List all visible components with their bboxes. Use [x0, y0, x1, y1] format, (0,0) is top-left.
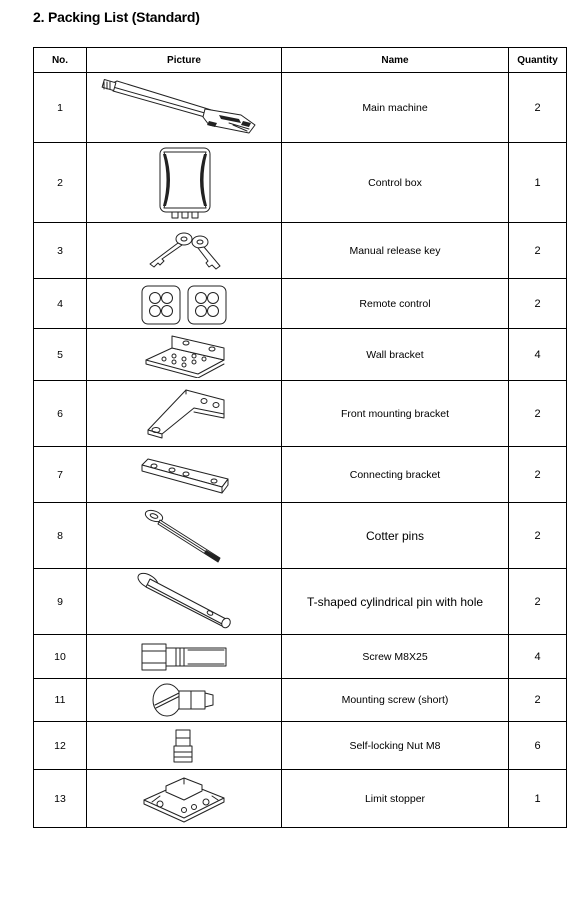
remote-control-icon — [136, 282, 232, 326]
cell-quantity: 2 — [509, 503, 567, 569]
cell-quantity: 1 — [509, 770, 567, 828]
table-row — [34, 503, 567, 569]
cell-no: 11 — [34, 679, 87, 722]
mounting-screw-icon — [147, 681, 221, 719]
cell-quantity: 4 — [509, 329, 567, 381]
header-no: No. — [34, 48, 87, 73]
cell-no: 1 — [34, 73, 87, 143]
cell-no: 5 — [34, 329, 87, 381]
cell-no: 2 — [34, 143, 87, 223]
cell-name: Wall bracket — [282, 329, 509, 381]
wall-bracket-icon — [138, 332, 230, 378]
cell-quantity: 1 — [509, 143, 567, 223]
cell-quantity: 2 — [509, 223, 567, 279]
cell-no: 12 — [34, 722, 87, 770]
table-row — [34, 770, 567, 828]
cell-no: 10 — [34, 635, 87, 679]
clevis-pin-icon — [132, 571, 236, 633]
cell-name: Front mounting bracket — [282, 381, 509, 447]
cell-no: 6 — [34, 381, 87, 447]
table-row — [34, 635, 567, 679]
cell-quantity: 2 — [509, 381, 567, 447]
cell-name: Mounting screw (short) — [282, 679, 509, 722]
cell-quantity: 2 — [509, 73, 567, 143]
table-header-row — [34, 48, 567, 73]
cell-name: Limit stopper — [282, 770, 509, 828]
cell-name: Remote control — [282, 279, 509, 329]
cell-picture — [87, 679, 282, 722]
cell-picture — [87, 635, 282, 679]
cell-picture — [87, 279, 282, 329]
cell-no: 4 — [34, 279, 87, 329]
table-row — [34, 447, 567, 503]
header-picture: Picture — [87, 48, 282, 73]
packing-list-table — [33, 47, 567, 828]
cell-no: 8 — [34, 503, 87, 569]
cell-picture — [87, 722, 282, 770]
cell-quantity: 2 — [509, 279, 567, 329]
cell-quantity: 4 — [509, 635, 567, 679]
cell-no: 3 — [34, 223, 87, 279]
table-row — [34, 381, 567, 447]
cell-picture — [87, 143, 282, 223]
section-heading: 2. Packing List (Standard) — [33, 9, 200, 25]
cell-name: Manual release key — [282, 223, 509, 279]
cell-no: 7 — [34, 447, 87, 503]
cell-no: 13 — [34, 770, 87, 828]
cell-quantity: 2 — [509, 679, 567, 722]
cell-no: 9 — [34, 569, 87, 635]
cell-quantity: 2 — [509, 569, 567, 635]
cell-name: Control box — [282, 143, 509, 223]
key-icon — [142, 230, 226, 272]
main-machine-icon — [99, 77, 269, 139]
control-box-icon — [152, 144, 216, 222]
cell-name: Main machine — [282, 73, 509, 143]
cell-picture — [87, 329, 282, 381]
table-row — [34, 722, 567, 770]
table-row — [34, 223, 567, 279]
cell-quantity: 6 — [509, 722, 567, 770]
cell-picture — [87, 223, 282, 279]
table-row — [34, 329, 567, 381]
table-row — [34, 569, 567, 635]
header-name: Name — [282, 48, 509, 73]
cell-picture — [87, 73, 282, 143]
cell-picture — [87, 447, 282, 503]
cell-picture — [87, 770, 282, 828]
limit-stopper-icon — [138, 774, 230, 824]
header-quantity: Quantity — [509, 48, 567, 73]
table-row — [34, 73, 567, 143]
cell-name: Screw M8X25 — [282, 635, 509, 679]
connecting-bracket-icon — [134, 453, 234, 497]
cell-name: Connecting bracket — [282, 447, 509, 503]
cell-quantity: 2 — [509, 447, 567, 503]
cell-name: Self-locking Nut M8 — [282, 722, 509, 770]
table-row — [34, 679, 567, 722]
cell-picture — [87, 503, 282, 569]
nut-icon — [164, 726, 204, 766]
table-row — [34, 143, 567, 223]
cell-name: T-shaped cylindrical pin with hole — [282, 569, 509, 635]
table-row — [34, 279, 567, 329]
cotter-pin-icon — [136, 506, 232, 566]
cell-picture — [87, 381, 282, 447]
front-bracket-icon — [134, 384, 234, 444]
cell-picture — [87, 569, 282, 635]
hex-screw-icon — [136, 640, 232, 674]
cell-name: Cotter pins — [282, 503, 509, 569]
